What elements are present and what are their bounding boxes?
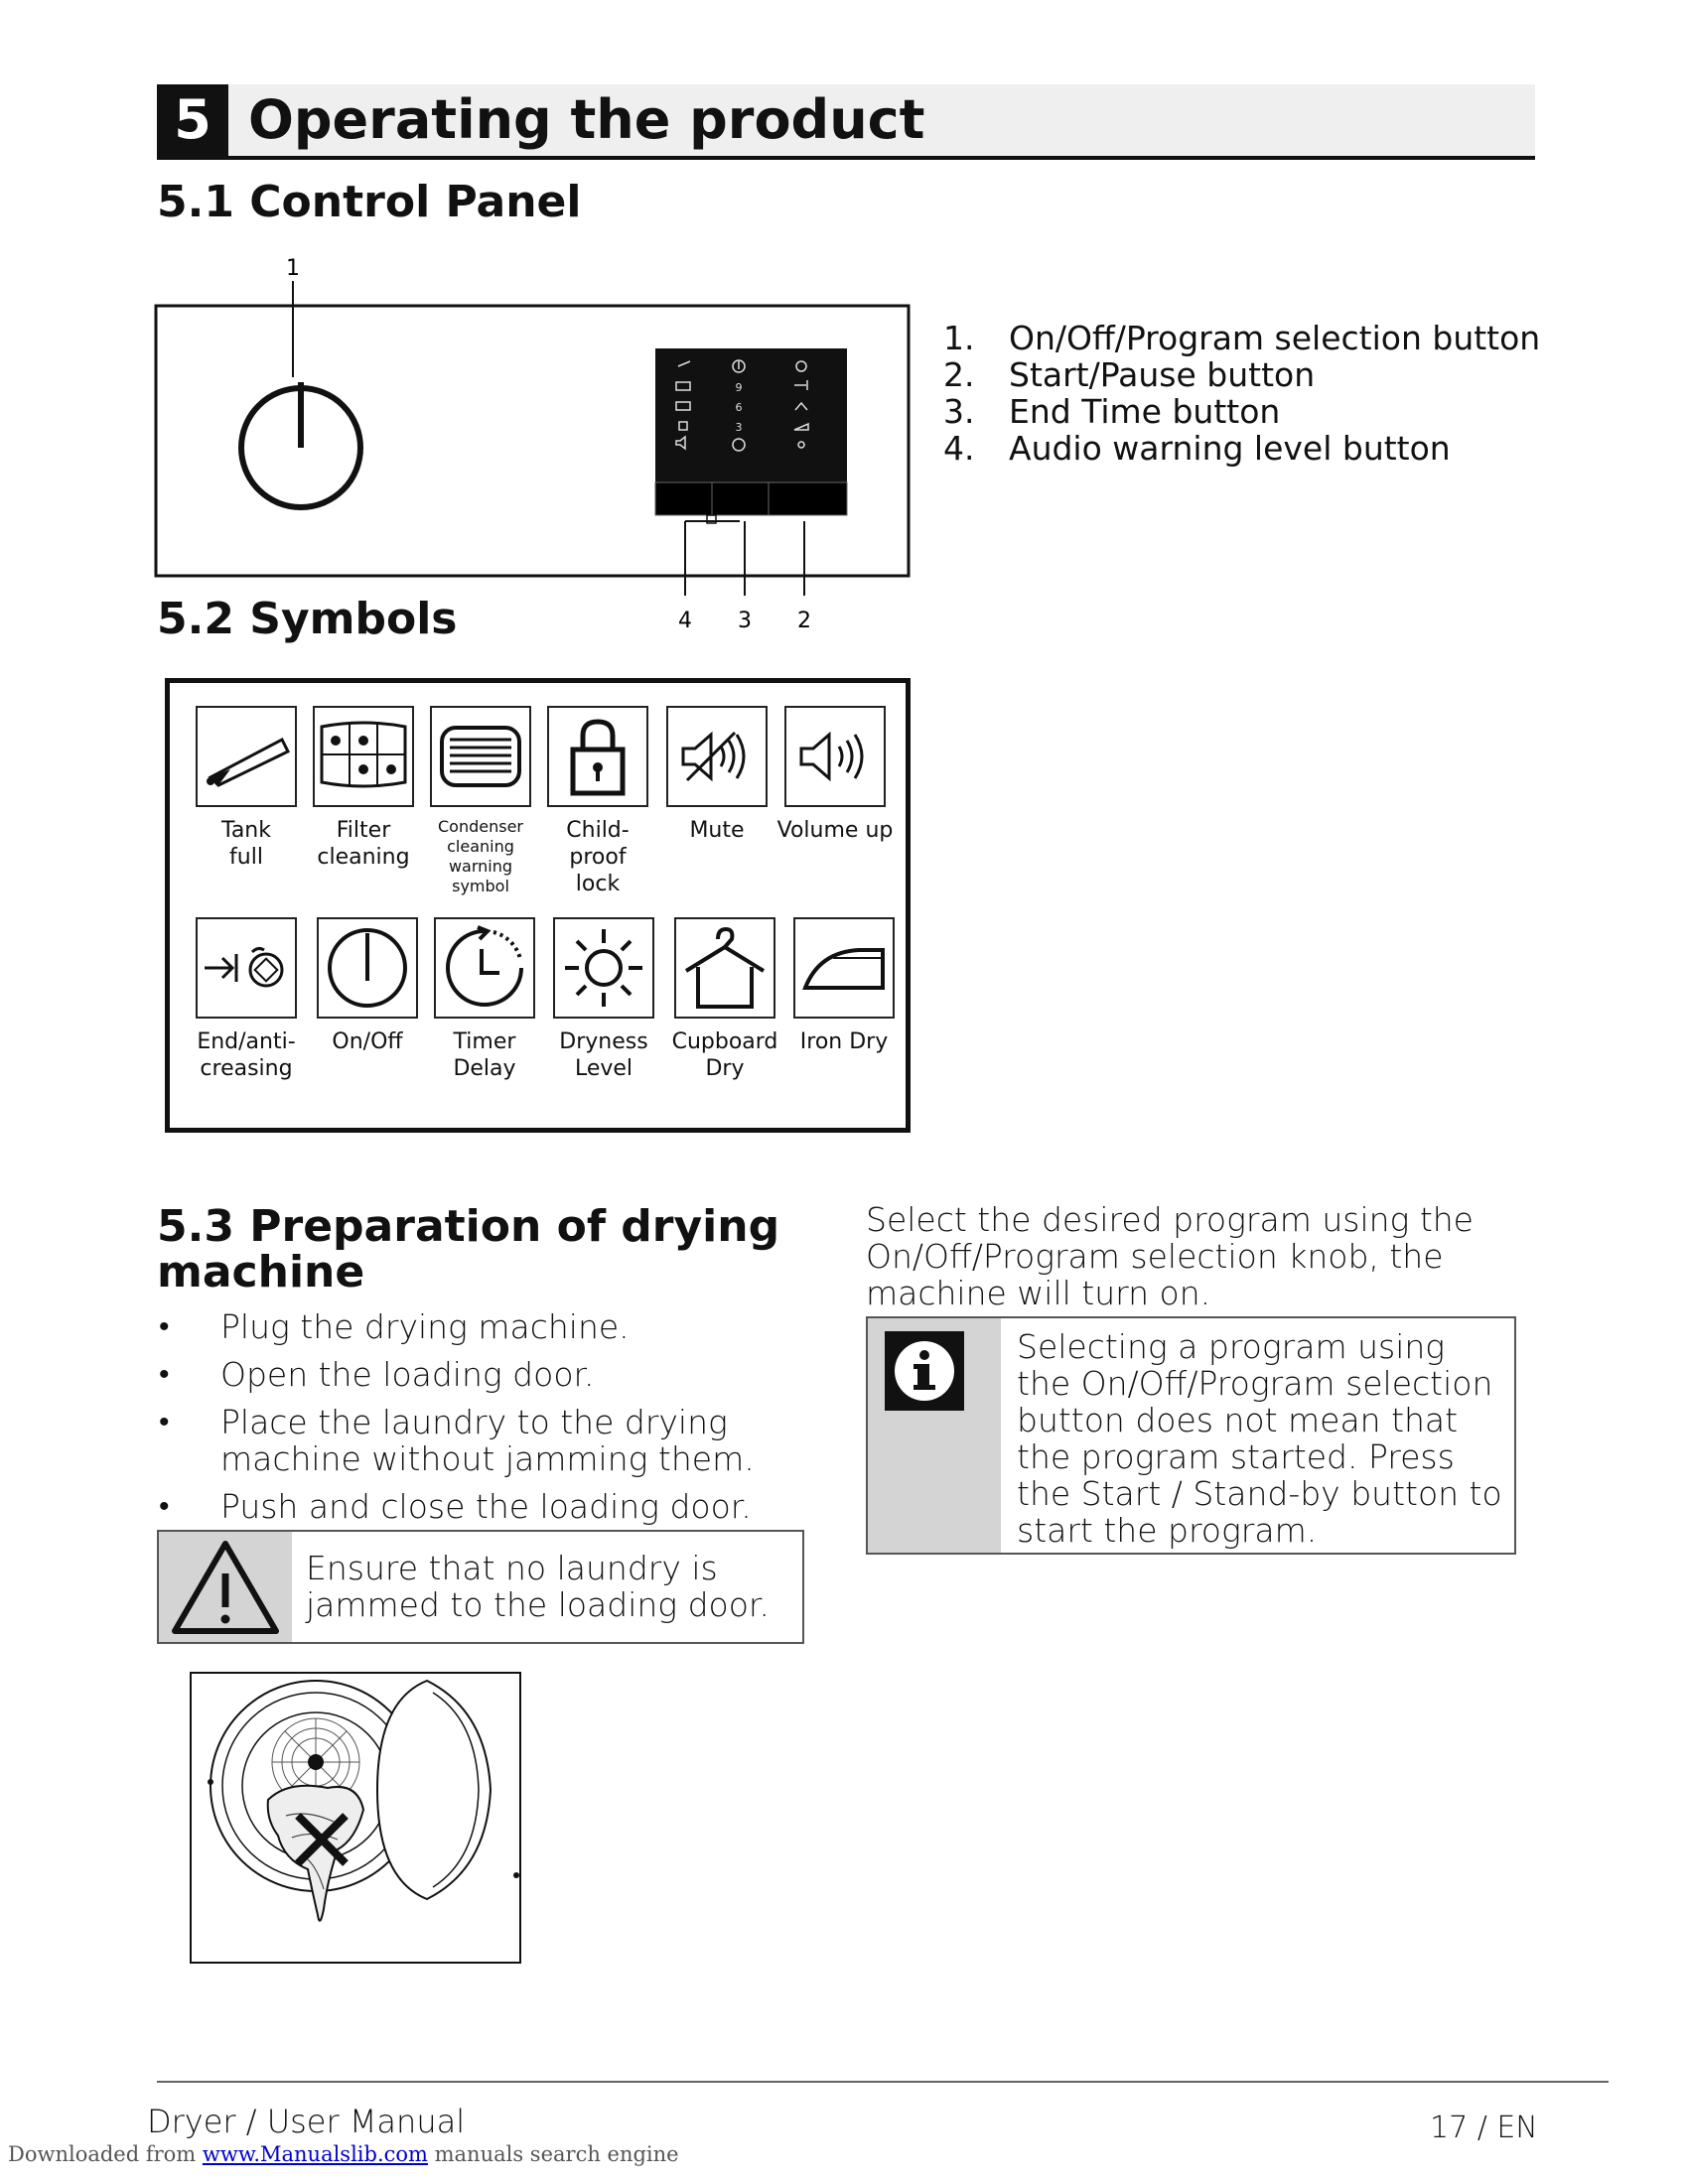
warning-box	[157, 1530, 804, 1644]
symbol-timer-delay: Timer Delay	[425, 917, 544, 1082]
warning-side	[159, 1532, 292, 1642]
symbols-heading: 5.2 Symbols	[157, 594, 458, 644]
callout-2: 2	[797, 609, 811, 633]
power-icon	[317, 917, 418, 1019]
symbol-cupboard-dry: Cupboard Dry	[665, 917, 784, 1082]
symbol-on-off: On/Off	[308, 917, 427, 1055]
volume-up-icon	[784, 706, 886, 807]
display-digit: 3	[735, 421, 743, 434]
symbol-end-anti-creasing: End/anti- creasing	[187, 917, 306, 1082]
symbol-child-lock: Child-proof lock	[538, 706, 657, 897]
symbol-iron-dry: Iron Dry	[784, 917, 904, 1055]
iron-dry-icon	[793, 917, 895, 1019]
footer-title: Dryer / User Manual	[147, 2103, 466, 2140]
section-header	[157, 84, 1535, 160]
program-knob	[241, 382, 360, 507]
footer-divider	[157, 2081, 1609, 2083]
preparation-bullets	[159, 1308, 814, 1536]
list-item: • Plug the drying machine.	[159, 1308, 814, 1345]
callout-1: 1	[286, 256, 300, 281]
section-title: Operating the product	[248, 88, 925, 151]
end-anti-creasing-icon	[196, 917, 297, 1019]
list-item: • Push and close the loading door.	[159, 1488, 814, 1525]
symbol-filter-cleaning: Filter cleaning	[304, 706, 423, 871]
manualslib-link[interactable]: www.Manualslib.com	[202, 2142, 428, 2166]
list-item: • Open the loading door.	[159, 1356, 814, 1393]
control-panel-diagram	[154, 253, 918, 650]
info-text: Selecting a program using the On/Off/Program selection button does not mean that the program started. Press the Start / Stand-by button to start the program.	[1017, 1327, 1502, 1550]
dryer-drum-illustration	[189, 1671, 522, 1965]
download-credit: Downloaded from www.Manualslib.com manuals search engine	[8, 2142, 679, 2166]
callout-3: 3	[738, 609, 752, 633]
symbol-mute: Mute	[657, 706, 776, 844]
warning-triangle-icon	[159, 1532, 292, 1642]
symbol-condenser-cleaning: Condenser cleaning warning symbol	[421, 706, 540, 896]
warning-text: Ensure that no laundry is jammed to the loading door.	[306, 1549, 770, 1624]
list-item: • Place the laundry to the drying machine without jamming them.	[159, 1404, 814, 1477]
filter-cleaning-icon	[313, 706, 414, 807]
section-number: 5	[157, 84, 228, 156]
preparation-heading: 5.3 Preparation of drying machine	[157, 1201, 780, 1297]
symbol-tank-full: Tank full	[187, 706, 306, 871]
callout-4: 4	[678, 609, 692, 633]
info-icon	[868, 1318, 1001, 1418]
display-panel	[655, 348, 847, 515]
tank-full-icon	[196, 706, 297, 807]
child-lock-icon	[547, 706, 648, 807]
dryness-level-icon	[553, 917, 654, 1019]
timer-delay-icon	[434, 917, 535, 1019]
symbol-dryness-level: Dryness Level	[544, 917, 663, 1082]
cupboard-dry-icon	[674, 917, 775, 1019]
page-number: 17 / EN	[1430, 2111, 1538, 2145]
select-program-text: Select the desired program using the On/Off/Program selection knob, the machine will turn on.	[866, 1200, 1474, 1312]
display-digit: 9	[735, 381, 743, 394]
symbols-table	[165, 678, 911, 1133]
control-panel-heading: 5.1 Control Panel	[157, 177, 582, 227]
info-box	[866, 1316, 1516, 1555]
condenser-cleaning-icon	[430, 706, 531, 807]
symbol-volume-up: Volume up	[775, 706, 895, 844]
display-digit: 6	[735, 401, 743, 414]
info-side	[868, 1318, 1001, 1553]
mute-icon	[666, 706, 768, 807]
